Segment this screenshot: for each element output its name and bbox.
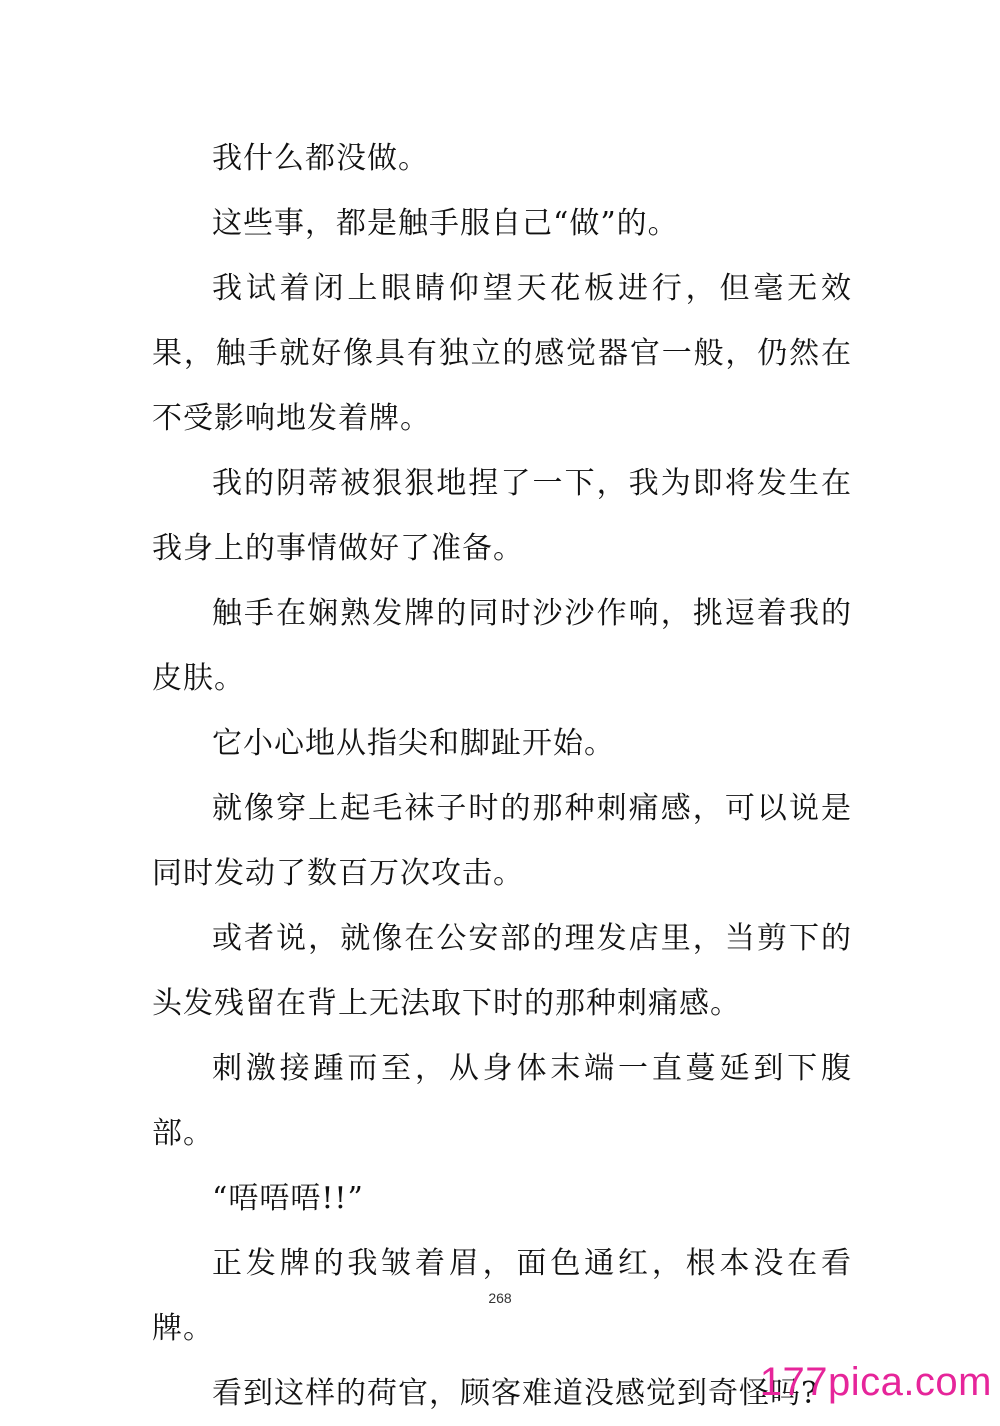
paragraph: 这些事，都是触手服自己“做”的。 — [212, 206, 679, 241]
page-number: 268 — [488, 1290, 512, 1306]
paragraph: 或者说，就像在公安部的理发店里，当剪下的头发残留在背上无法取下时的那种刺痛感。 — [152, 921, 852, 1021]
paragraph: 触手在娴熟发牌的同时沙沙作响，挑逗着我的皮肤。 — [152, 596, 852, 696]
paragraph: 我什么都没做。 — [212, 141, 429, 176]
paragraph: 刺激接踵而至，从身体末端一直蔓延到下腹部。 — [152, 1051, 852, 1151]
paragraph: 就像穿上起毛袜子时的那种刺痛感，可以说是同时发动了数百万次攻击。 — [152, 791, 852, 891]
paragraph: 它小心地从指尖和脚趾开始。 — [212, 726, 615, 761]
paragraph: 我的阴蒂被狠狠地捏了一下，我为即将发生在我身上的事情做好了准备。 — [152, 466, 852, 566]
body-text — [152, 126, 852, 1426]
paragraph: 正发牌的我皱着眉，面色通红，根本没在看牌。 — [152, 1246, 852, 1346]
site-watermark: 177pica.com — [759, 1360, 992, 1404]
paragraph: 我试着闭上眼睛仰望天花板进行，但毫无效果，触手就好像具有独立的感觉器官一般，仍然在不受影响地发着牌。 — [152, 271, 852, 436]
paragraph: 看到这样的荷官，顾客难道没感觉到奇怪吗? — [212, 1376, 819, 1411]
paragraph: “唔唔唔!!” — [212, 1181, 364, 1216]
